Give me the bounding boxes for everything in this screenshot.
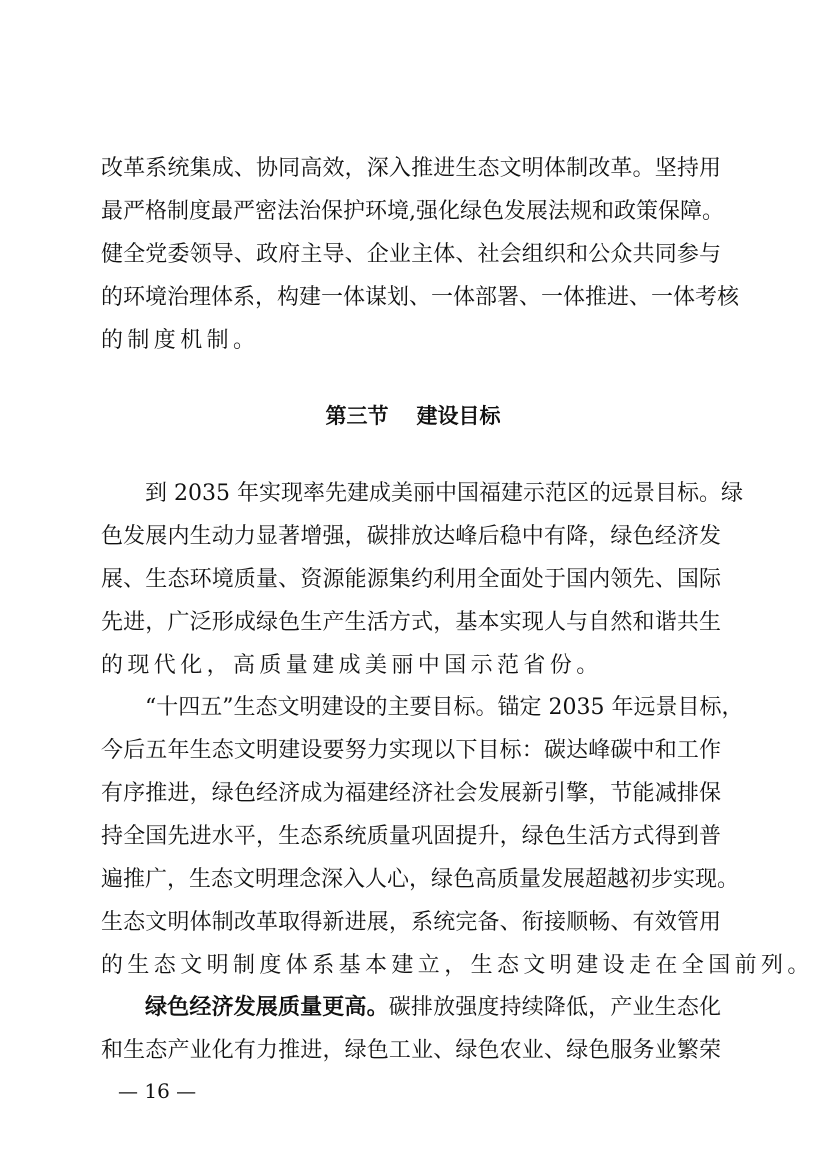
text-line: 有序推进，绿色经济成为福建经济社会发展新引擎，节能减排保 — [101, 781, 721, 806]
text-line: 先进，广泛形成绿色生产生活方式，基本实现人与自然和谐共生 — [101, 610, 721, 635]
text-line: 展、生态环境质量、资源能源集约利用全面处于国内领先、国际 — [101, 567, 721, 592]
text-line: “十四五”生态文明建设的主要目标。锚定 2035 年远景目标， — [145, 695, 744, 720]
text-line: 到 2035 年实现率先建成美丽中国福建示范区的远景目标。绿 — [145, 481, 743, 506]
paragraph-reform — [101, 147, 740, 362]
text-line: 的制度机制。 — [101, 328, 260, 353]
paragraph-14th-five-year-goals — [101, 686, 814, 987]
text-line: 今后五年生态文明建设要努力实现以下目标：碳达峰碳中和工作 — [101, 738, 721, 763]
section-number: 第三节 — [325, 404, 389, 428]
text-line: 改革系统集成、协同高效，深入推进生态文明体制改革。坚持用 — [101, 156, 721, 181]
text-line: 持全国先进水平，生态系统质量巩固提升，绿色生活方式得到普 — [101, 824, 721, 849]
text-line: 遍推广，生态文明理念深入人心，绿色高质量发展超越初步实现。 — [101, 867, 740, 892]
text-line: 健全党委领导、政府主导、企业主体、社会组织和公众共同参与 — [101, 242, 721, 267]
paragraph-lead: 绿色经济发展质量更高。 — [145, 995, 389, 1020]
text-line: 的环境治理体系，构建一体谋划、一体部署、一体推进、一体考核 — [101, 285, 740, 310]
section-title: 建设目标 — [416, 404, 501, 428]
paragraph-text: 碳排放强度持续降低，产业生态化 — [388, 995, 721, 1020]
paragraph-2035-vision — [101, 472, 743, 687]
paragraph-green-economy — [101, 986, 721, 1072]
text-line: 生态文明体制改革取得新进展，系统完备、衔接顺畅、有效管用 — [101, 910, 721, 935]
page-number: — 16 — — [118, 1079, 197, 1103]
text-line — [101, 986, 721, 1029]
text-line: 的现代化，高质量建成美丽中国示范省份。 — [101, 653, 603, 678]
text-line: 色发展内生动力显著增强，碳排放达峰后稳中有降，绿色经济发 — [101, 524, 721, 549]
text-line: 的生态文明制度体系基本建立，生态文明建设走在全国前列。 — [101, 953, 814, 978]
text-line: 最严格制度最严密法治保护环境,强化绿色发展法规和政策保障。 — [101, 199, 724, 224]
text-line: 和生态产业化有力推进，绿色工业、绿色农业、绿色服务业繁荣 — [101, 1038, 721, 1063]
section-heading — [0, 396, 826, 436]
